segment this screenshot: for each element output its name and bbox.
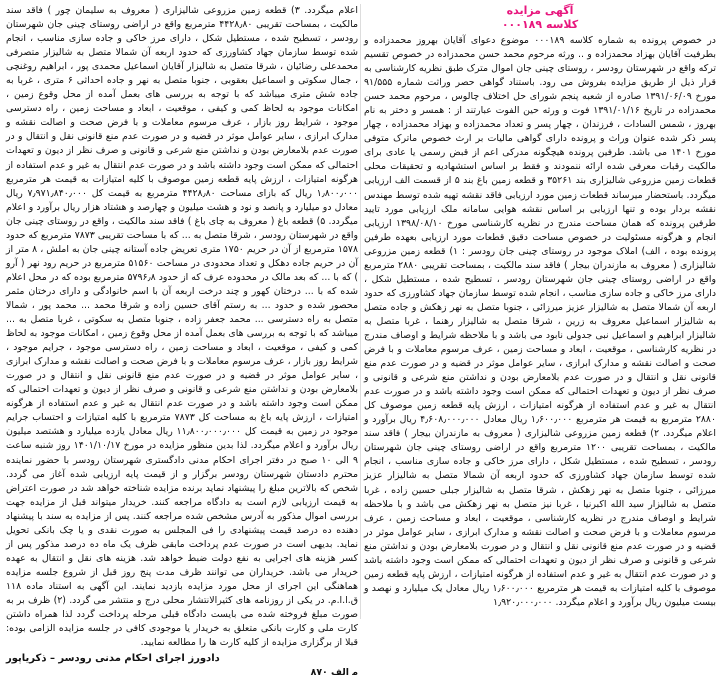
notice-body-left: اعلام میگردد. ۳) قطعه زمین مزروعی شالیزاری ( معروف به سلیمان چور ) فاقد سند مالکیت ، بمساحت تقریبی ۴۴۲۸٫۸۰ مترمربع واقع در اراضی روستای چینی جان شهرستان رودسر ، تسطیح شده ، مستطیل شکل ، دارای مرز خاکی و جاده سازی مناسب ، انجام شده توسط سازمان جهاد کشاورزی که حدود اربعه آن شمالا متصل به شالیزار متصرفی محمدعلی رضائیان ، شرقا متصل به شالیزار آقایان اسماعیل محمدی پور ، ابراهیم روغنچی ، جمال سکوتی و اسماعیل بعقوبی ، جنوبا متصل به نهر و جاده احداثی ۶ متری ، غربا به جاده شش متری میباشد که با توجه به بررسی های بعمل آمده از محل وقوع زمین ، امکانات موجود به لحاظ کمی و کیفی ، موقعیت ، ابعاد و مساحت زمین ، راه دسترسی موجود ، شرایط روز بازار ، عرف مرسوم معاملات و با فرض صحت و اصالت نقشه و مدارک ابرازی ، سایر عوامل موثر در قضیه و در صورت عدم منع قانونی نقل و انتقال و در صورت عدم بلامعارض بودن و نداشتن منع شرعی و قانونی و صرف نظر از دیون و تعهدات احتمالی که ممکن است وجود داشته باشد و در صورت عدم انتقال به غیر و عدم استفاده از هرگونه امتیازات ، ارزش پایه قطعه زمین موصوف با کلیه امتیازات به قیمت هر مترمربع ۱٫۸۰۰٫۰۰۰ ریال که بازای مساحت ۴۴۲۸٫۸۰ مترمربع به قیمت کل ۷٫۹۷۱٫۸۴۰٫۰۰۰ ریال معادل دو میلیارد و پانصد و نود و هشت میلیون و چهارصد و هشتاد هزار ریال برآورد و اعلام میگردد. ۵) قطعه باغ ( معروف به چای باغ ) فاقد سند مالکیت ، واقع در روستای چینی جان واقع در شهرستان رودسر ، شرقا متصل به ... که با مساحت تقریبی ۷۸۷۳ مترمربع که حدود ۱۵۷۸ مترمربع از آن در حریم ۱۷۵۰ متری تعریض جاده آستانه چینی جان به املش ، ۸ متر از آن در حریم جاده دهکل و تعداد محدودی در مساحت ۵۱۵۶۰ مترمربع در حریم رود نهر ( آرو ) که با ... که بعد مالک در محدوده عرف که از حدود ۵۷۹۶٫۸ مترمربع بوده که در محل اعلام شده که با ... درختان کهور و چند درخت اربعه آن با اسم خانوادگی و دارای درختان مثمر محصور شده و حدود ... به رستم آقای حسین زاده و شرقا محمد ... محمد پور ، شمالا متصل به راه دسترسی ... محمد جعفر زاده ، جنوبا متصل به سکوتی ، غربا متصل به ... میباشد که با توجه به بررسی های بعمل آمده از محل وقوع زمین ، امکانات موجود به لحاظ کمی و کیفی ، موقعیت ، ابعاد و مساحت زمین ، راه دسترسی موجود ، جرایم موجود ، شرایط روز بازار ، عرف مرسوم معاملات و با فرض صحت و اصالت نقشه و مدارک ابرازی ، سایر عوامل موثر در قضیه و در صورت عدم منع قانونی نقل و انتقال و در صورت بلامعارض بودن و نداشتن منع شرعی و قانونی و صرف نظر از دیون و تعهدات احتمالی که ممکن است وجود داشته باشد و در صورت عدم انتقال به غیر و عدم استفاده از هرگونه امتیازات ، ارزش پایه باغ به مساحت کل ۷۸۷۳ مترمربع با کلیه امتیازات و احتساب جرایم موجود در زمین به قیمت کل ۱۱٫۸۰۰٫۰۰۰٫۰۰۰ ریال معادل یازده میلیارد و هشتصد میلیون ریال برآورد و اعلام میگردد. لذا بدین منظور مزایده در مورخ ۱۴۰۱/۱۰/۱۷ روز شنبه ساعت ۹ الی ۱۰ صبح در دفتر اجرای احکام مدنی دادگستری شهرستان رودسر با حضور نماینده محترم دادستان شهرستان رودسر برگزار و از قیمت پایه ارزیابی شده آغاز می گردد. شخص که بالاترین مبلغ را پیشنهاد نماید برنده مزایده شناخته خواهد شد در صورت اعتراض به قیمت ارزیابی لازم است به دادگاه مراجعه کنند. خریدار میتواند قبل از مزایده جهت بررسی اموال مذکور به آدرس مشخص شده مراجعه کنند. پس از مزایده به سند با پیشنهاد دهنده ده درصد قیمت پیشنهادی را فی المجلس به صورت نقدی و یا چک بانکی تحویل نماید. بدیهی است در صورت عدم پرداخت مابقی ظرف یک ماه ده درصد مذکور پس از کسر هزینه های اجرایی به نفع دولت ضبط خواهد شد. هزینه های نقل و انتقال به عهده خریدار می باشد. خریداران می توانند ظرف مدت پنج روز قبل از شروع جلسه مزایده هماهنگی این اجرای از محل مورد مزایده بازدید نمایند. این آگهی به استناد ماده ۱۱۸ ق.ا.ا.م. در یکی از روزنامه های کثیرالانتشار محلی درج و منتشر می گردد. (۲) ظرف بر به صورت مبلغ فروخته شده می بایست دادگاه قبلی مرحله پرداخت گردد لذا همراه داشتن کارت ملی و کارت بانکی متعلق به خریدار یا موجودی کافی در جلسه مزایده الزامی بوده: قبلا از برگزاری مزایده از کلیه کارت ها را مطالعه نمایید. [6,5,359,649]
notice-signature: دادورز اجرای احکام مدنی رودسر – ذکریاپور [6,653,220,665]
notice-right-column [364,4,716,619]
notice-body-right: در خصوص پرونده به شماره کلاسه ۰۰۰۱۸۹ موضوع دعوای آقایان بهروز محمدزاده و بطرفیت آقایان بهزاد محمدزاده و .. ورثه مرحوم محمد حسن محمدزاده در خصوص تقسیم ترکه واقع در شهرستان رودسر ، روستای چینی جان اموال مترک طبق نظریه کارشناسی به قرار ذیل از طریق مزایده بفروش می رود. باستناد گواهی حصر وراثت شماره ۹۱/۵۵۵ مورخ ۱۳۹۱/۰۶/۰۹ صادره از شعبه پنجم شورای حل اختلاف چالوس ، مرحوم محمد حسن محمدزاده در تاریخ ۱۳۹۱/۰۱/۱۶ فوت و ورثه حین الفوت عبارتند از : همسر و دختر به نام بهروز ، شمس السادات ، فرزندان ، چهار پسر و تعداد محمدزاده و بهزاد محمدزاده ، چهار پسر ذکر شده عنوان وراث و پرونده دارای گواهی مالیات بر ارث خصوص ماترک متوفی مورخ ۱۴۰۱ می باشد. طرفین پرونده هیچگونه مدرکی اعم از قبض رسمی یا عادی برای مالکیت رقبات معرفی شده ارائه ننمودند و فقط بر اساس استشهادیه و تحقیقات محلی قطعات زمین مزروعی شالیزاری بند ۳۵۲۶۱ و قطعه زمین باغ بند ۵ از قسمت الف ارزیابی میگردد. باستحضار میرساند قطعات زمین مورد ارزیابی فاقد نقشه تهیه شده توسط مهندس نقشه بردار بوده و تنها ارزیابی بر اساس نقشه هوایی سامانه ملک ارزیابی مورد تایید طرفین پرونده که همان مساحت مندرج در نظریه کارشناسی مورخ ۱۳۹۸/۰۸/۱۰ ارزیابی انجام و هرگونه مسئولیت در خصوص مساحت دقیق قطعات مورد ارزیابی بعهده طرفین پرونده بوده ، الف) املاک موجود در روستای چینی جان رودسر : ۱) قطعه زمین مزروعی شالیزاری ( معروف به مازندران بیجار ) فاقد سند مالکیت ، بمساحت تقریبی ۲۸۸۰ مترمربع واقع در اراضی روستای چینی جان شهرستان رودسر ، تسطیح شده ، مستطیل شکل ، دارای مرز خاکی و جاده سازی مناسب ، انجام شده توسط سازمان جهاد کشاورزی که حدود اربعه آن شمالا متصل به شالیزار عزیز میرزائی ، جنوبا متصل به نهر زهکش و جاده متصل به شالیزار اسماعیل معروف به زرین ، شرقا متصل به شالیزار رهنما ، غربا متصل به شالیزار ابراهیم و اسماعیل نبی جدولی نابود می باشد و با ملاحظه شرایط و اوصاف مندرج در نظریه کارشناسی ، موقعیت ، ابعاد و مساحت زمین ، عرف مرسوم معاملات و با فرض صحت و اصالت نقشه و مدارک ابرازی ، سایر عوامل موثر در قضیه و در صورت عدم منع قانونی نقل و انتقال و در صورت عدم بلامعارض بودن و نداشتن منع شرعی و قانونی و صرف نظر از دیون و تعهدات احتمالی که ممکن است وجود داشته باشد و در صورت عدم انتقال به غیر و عدم استفاده از هرگونه امتیازات ، ارزش پایه قطعه زمین موصوف کل ۲۸۸۰ مترمربع به قیمت هر مترمربع ۱٫۶۰۰٫۰۰۰ ریال معادل ۴٫۶۰۸٫۰۰۰٫۰۰۰ ریال برآورد و اعلام میگردد. ۲) قطعه زمین مزروعی شالیزاری ( معروف به مازندران بیجار ) فاقد سند مالکیت ، بمساحت تقریبی ۱۲۰۰ مترمربع واقع در اراضی روستای چینی جان شهرستان رودسر ، تسطیح شده ، مستطیل شکل ، دارای مرز خاکی و جاده سازی مناسب ، انجام شده توسط سازمان جهاد کشاورزی که حدود اربعه آن شمالا متصل به شالیزار عزیز میرزائی ، جنوبا متصل به نهر زهکش ، شرقا متصل به شالیزار جبلی حسین زاده ، غربا متصل به شالیزار سید الله اکبرنیا ، غربا نیز متصل به نهر زهکش می باشد و با ملاحظه شرایط و اوصاف مندرج در نظریه کارشناسی ، موقعیت ، ابعاد و مساحت زمین ، عرف مرسوم معاملات و با فرض صحت و اصالت نقشه و مدارک ابرازی ، سایر عوامل موثر در قضیه و در صورت عدم منع قانونی نقل و انتقال و در صورت بلامعارض بودن و نداشتن منع شرعی و قانونی و صرف نظر از دیون و تعهدات احتمالی که ممکن است وجود داشته باشد و در صورت عدم انتقال به غیر و عدم استفاده از هرگونه امتیازات ، ارزش پایه قطعه زمین موصوف با کلیه امتیازات به قیمت هر مترمربع ۱٫۶۰۰٫۰۰۰ ریال معادل یک میلیارد و نهصد و بیست میلیون ریال برآورد و اعلام میگردد. ۱٫۹۲۰٫۰۰۰٫۰۰۰ [364,35,717,608]
column-divider [360,4,361,619]
notice-file-code: کلاسه ۰۰۰۱۸۹ [501,18,579,31]
notice-left-column [6,4,359,679]
notice-title: آگهی مزایده [506,4,574,17]
notice-footer-code: م‍ الف ۸۷۰ [310,667,358,679]
notice-header [364,4,716,32]
